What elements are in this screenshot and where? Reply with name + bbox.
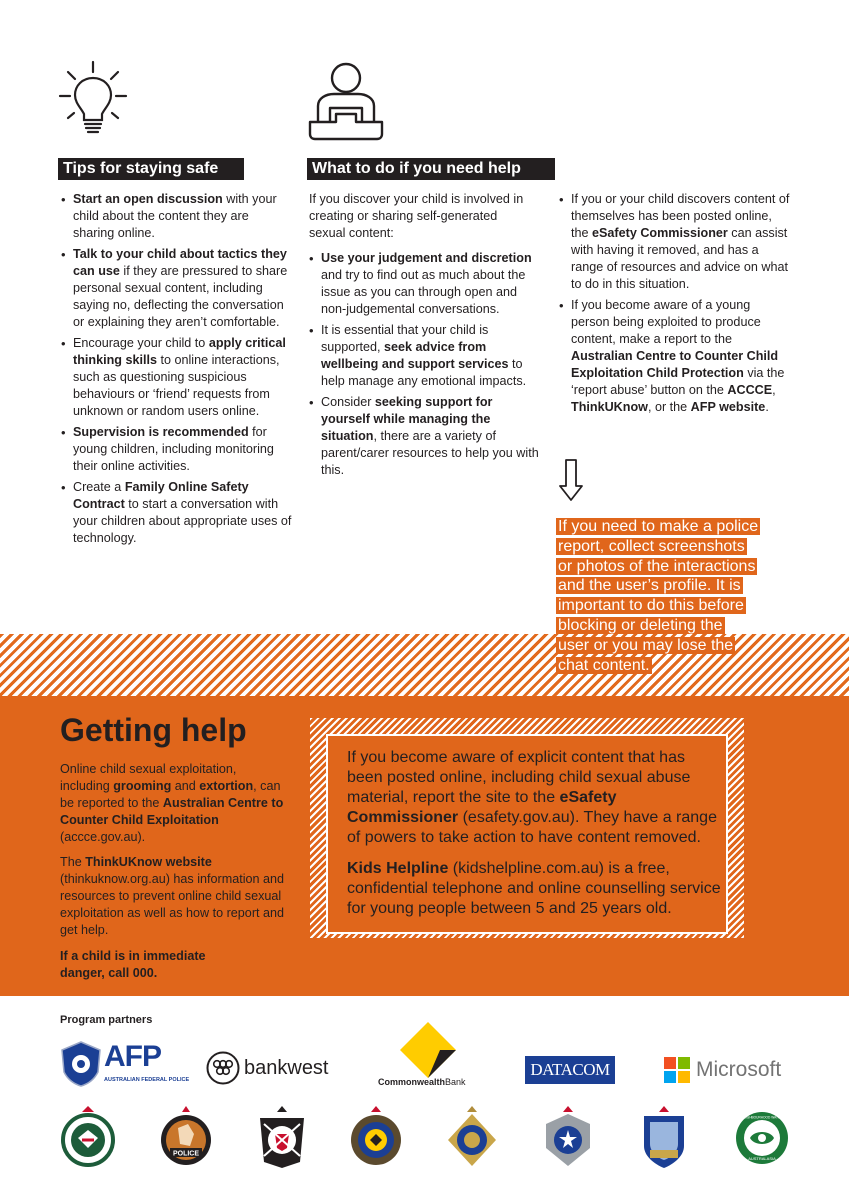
microsoft-logo bbox=[664, 1057, 794, 1085]
help-item: • It is essential that your child is supported, seek advice from wellbeing and support services to help manage any emotional impacts. bbox=[309, 322, 539, 390]
tips-heading: Tips for staying safe bbox=[58, 158, 244, 180]
help-item: • If you or your child discovers content of themselves has been posted online, the eSafety Commissioner can assist with having it removed, and has a range of resources and advice on what to do in this situation. bbox=[559, 191, 791, 293]
help-box-p1: If you become aware of explicit content that has been posted online, including child sexual abuse material, report the site to the eSafety Commissioner (esafety.gov.au). They have a range of powers to take action to have content removed. bbox=[347, 749, 717, 846]
cba-wordmark: CommonwealthBank bbox=[378, 1077, 466, 1087]
tips-item: • Encourage your child to apply critical thinking skills to online interactions, such as questioning suspicious behaviours or ‘friend’ requests from unknown or random users online. bbox=[61, 335, 293, 420]
tips-item: • Talk to your child about tactics they can use if they are pressured to share personal sexual content, including saying no, deflecting the conversation or explaining they aren’t comfortable. bbox=[61, 246, 293, 331]
help-list-2 bbox=[559, 191, 791, 420]
down-arrow-icon bbox=[559, 458, 583, 502]
lightbulb-icon bbox=[58, 60, 128, 138]
tips-item: • Create a Family Online Safety Contract to start a conversation with your children about appropriate uses of technology. bbox=[61, 479, 293, 547]
commonwealth-bank-logo bbox=[378, 1022, 478, 1088]
svg-text:POLICE: POLICE bbox=[172, 1150, 200, 1158]
wa-police-crest-icon bbox=[636, 1104, 692, 1170]
tips-item: • Start an open discussion with your child about the content they are sharing online. bbox=[61, 191, 293, 242]
cba-diamond-icon bbox=[400, 1022, 456, 1078]
nt-police-crest-icon bbox=[158, 1104, 214, 1170]
ms-square-green bbox=[678, 1057, 690, 1069]
partners-label: Program partners bbox=[60, 1014, 153, 1026]
datacom-wordmark: DATACOM bbox=[530, 1060, 610, 1079]
datacom-logo bbox=[525, 1056, 615, 1084]
ms-square-red bbox=[664, 1057, 676, 1069]
ms-square-blue bbox=[664, 1071, 676, 1083]
getting-help-p3: If a child is in immediate danger, call 000. bbox=[60, 949, 206, 980]
getting-help-p1: Online child sexual exploitation, including grooming and extortion, can be reported to the Australian Centre to Counter Child Exploitation (accce.gov.au). bbox=[60, 762, 284, 844]
sa-police-crest-icon bbox=[348, 1104, 404, 1170]
microsoft-wordmark: Microsoft bbox=[696, 1058, 782, 1081]
afp-subtitle: AUSTRALIAN FEDERAL POLICE bbox=[104, 1077, 190, 1083]
help-intro: If you discover your child is involved in creating or sharing self-generated sexual content: bbox=[309, 192, 524, 240]
help-list bbox=[309, 250, 539, 483]
ms-square-yellow bbox=[678, 1071, 690, 1083]
bankwest-logo bbox=[206, 1050, 336, 1088]
afp-logo bbox=[58, 1040, 190, 1090]
afp-crest-icon bbox=[58, 1040, 104, 1088]
getting-help-title: Getting help bbox=[60, 712, 247, 748]
svg-text:AUSTRALASIA: AUSTRALASIA bbox=[748, 1156, 776, 1161]
afp-wordmark: AFP bbox=[104, 1040, 161, 1073]
neighbourhood-watch-logo-icon bbox=[734, 1110, 790, 1176]
help-item: • Use your judgement and discretion and try to find out as much about the issue as you can through open and non-judgemental conversations. bbox=[309, 250, 539, 318]
person-laptop-icon bbox=[306, 60, 386, 142]
qld-police-crest-icon bbox=[254, 1104, 310, 1170]
tas-police-crest-icon bbox=[444, 1104, 500, 1170]
police-report-callout: If you need to make a police report, collect screenshots or photos of the interactions and the user’s profile. It is important to do this before blocking or deleting the user or you may lose the chat content. bbox=[558, 518, 759, 674]
tips-list bbox=[61, 191, 293, 551]
tips-item: • Supervision is recommended for young children, including monitoring their online activities. bbox=[61, 424, 293, 475]
vic-police-crest-icon bbox=[540, 1104, 596, 1170]
bankwest-mark-icon bbox=[206, 1051, 240, 1085]
help-box-p2: Kids Helpline (kidshelpline.com.au) is a free, confidential telephone and online counselling service for young people between 5 and 25 years old. bbox=[347, 860, 721, 917]
help-item: • Consider seeking support for yourself while managing the situation, there are a variety of parent/carer resources to help you with this. bbox=[309, 394, 539, 479]
bankwest-wordmark: bankwest bbox=[244, 1057, 329, 1079]
getting-help-p2: The ThinkUKnow website (thinkuknow.org.au) has information and resources to prevent online child sexual exploitation as well as how to report and get help. bbox=[60, 855, 285, 937]
nsw-police-crest-icon bbox=[60, 1104, 116, 1170]
help-item: • If you become aware of a young person being exploited to produce content, make a report to the Australian Centre to Counter Child Exploitation Child Protection via the ‘report abuse’ button on the ACCCE, ThinkUKnow, or the AFP website. bbox=[559, 297, 791, 416]
help-heading: What to do if you need help bbox=[307, 158, 555, 180]
svg-text:NEIGHBOURHOOD WATCH: NEIGHBOURHOOD WATCH bbox=[741, 1115, 783, 1120]
